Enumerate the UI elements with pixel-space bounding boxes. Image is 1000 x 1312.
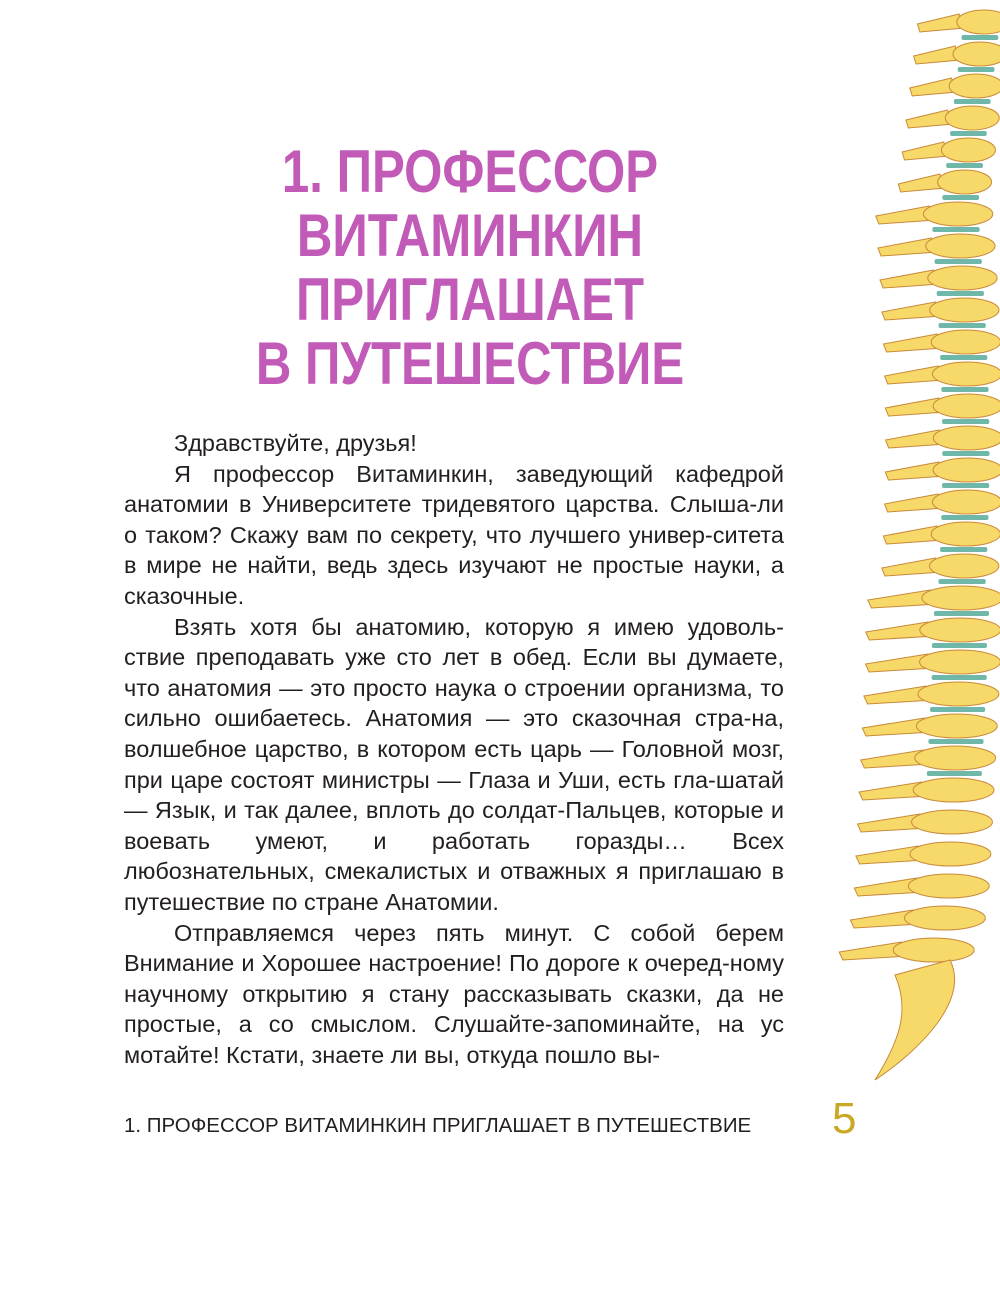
vertebra [904, 906, 985, 930]
spine-disc [937, 291, 984, 296]
vertebra [908, 874, 989, 898]
spine-disc [932, 675, 987, 680]
coccyx [875, 960, 955, 1080]
vertebra [945, 106, 999, 130]
vertebra [933, 394, 1000, 418]
chapter-title-line: ПРИГЛАШАЕТ [295, 266, 645, 333]
spine-disc [962, 35, 999, 40]
vertebra [930, 554, 999, 578]
vertebra [930, 298, 999, 322]
vertebra [920, 650, 1000, 674]
spine-disc [935, 259, 982, 264]
vertebra [932, 490, 1000, 514]
paragraph: Здравствуйте, друзья! [174, 430, 417, 456]
chapter-title [249, 140, 692, 396]
vertebra [938, 170, 992, 194]
paragraph: Взять хотя бы анатомию, которую я имею удоволь-ствие преподавать уже сто лет в обед. Если вы думаете, что анатомия — это просто наука о строении организма, то сильно ошибаетесь. Анатомия — это сказочная стра-на, волшебное царство, в котором есть царь — Головной мозг, при царе состоят министры — Глаза и Уши, есть гла-шатай — Язык, и так далее, вплоть до солдат-Пальцев, которые и воевать умеют, и работать горазды… Всех любознательных, смекалистых и отважных я приглашаю в путешествие по стране Анатомии. [124, 613, 784, 915]
spine-disc [930, 707, 985, 712]
vertebra [913, 778, 994, 802]
vertebra [915, 746, 996, 770]
spine-disc [950, 131, 987, 136]
vertebra [953, 42, 1000, 66]
spine-illustration [800, 0, 1000, 1100]
vertebra [926, 234, 995, 258]
spine-disc [934, 611, 989, 616]
vertebra [912, 810, 993, 834]
vertebra [933, 458, 1000, 482]
vertebra [928, 266, 997, 290]
paragraph: Отправляемся через пять минут. С собой берем Внимание и Хорошее настроение! По дороге к очеред-ному научному открытию я стану рассказывать сказки, да не простые, а со смыслом. Слушайте-запоминайте, на ус мотайте! Кстати, знаете ли вы, откуда пошло вы- [124, 919, 784, 1068]
spine-disc [942, 195, 979, 200]
vertebra [918, 682, 999, 706]
spine-disc [941, 515, 988, 520]
vertebra [933, 426, 1000, 450]
chapter-title-line: В ПУТЕШЕСТВИЕ [255, 330, 685, 397]
spine-disc [942, 419, 989, 424]
spine-disc [932, 643, 987, 648]
vertebra [932, 362, 1000, 386]
spine-disc [939, 323, 986, 328]
running-footer-title: 1. ПРОФЕССОР ВИТАМИНКИН ПРИГЛАШАЕТ В ПУТЕШЕСТВИЕ [124, 1114, 752, 1137]
chapter-title-line: ВИТАМИНКИН [296, 202, 644, 269]
spine-disc [941, 387, 988, 392]
spine-disc [942, 483, 989, 488]
vertebra [916, 714, 997, 738]
spine-disc [940, 547, 987, 552]
vertebra [922, 586, 1000, 610]
spine-disc [954, 99, 991, 104]
spine-disc [938, 579, 985, 584]
spine-disc [942, 451, 989, 456]
vertebra [923, 202, 992, 226]
vertebra [893, 938, 974, 962]
vertebra [931, 522, 1000, 546]
paragraph: Я профессор Витаминкин, заведующий кафедрой анатомии в Университете тридевятого царства. Слыша-ли о таком? Скажу вам по секрету, что лучшего универ-ситета в мире не найти, ведь здесь изучают не простые науки, а сказочные. [124, 460, 784, 609]
spine-disc [946, 163, 983, 168]
vertebra [910, 842, 991, 866]
vertebra [931, 330, 1000, 354]
spine-disc [928, 739, 983, 744]
chapter-title-line: 1. ПРОФЕССОР [281, 138, 659, 205]
spine-disc [932, 227, 979, 232]
body-text [124, 428, 784, 1070]
page-number: 5 [832, 1094, 857, 1143]
spine-disc [940, 355, 987, 360]
vertebra [957, 10, 1000, 34]
spine-disc [927, 771, 982, 776]
vertebra [949, 74, 1000, 98]
spine-disc [958, 67, 995, 72]
vertebra [920, 618, 1000, 642]
vertebra [941, 138, 995, 162]
